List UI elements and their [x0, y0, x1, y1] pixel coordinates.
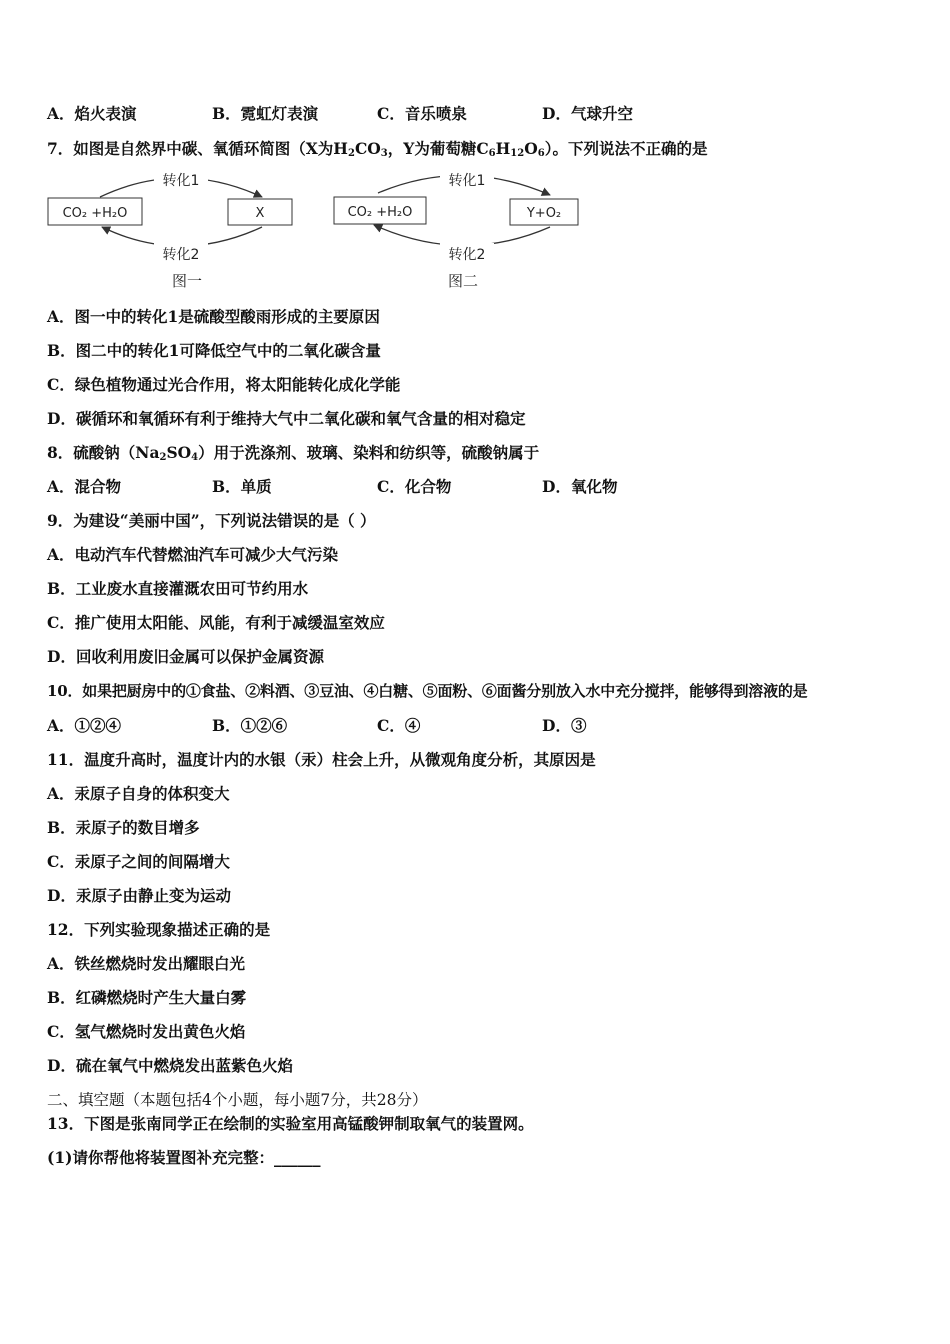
fig1-top-label: 转化1: [162, 173, 200, 189]
q11-option-c: C．汞原子之间的间隔增大: [47, 852, 230, 871]
q7-option-c: C．绿色植物通过光合作用，将太阳能转化成化学能: [47, 375, 401, 394]
section-2-title: 二、填空题（本题包括4个小题，每小题7分，共28分）: [47, 1091, 428, 1109]
fig1-left-box-label: CO₂ +H₂O: [62, 206, 128, 221]
q8-stem: 8．硫酸钠$(Na_2SO_4)$用于洗涤剂、玻璃、染料和纺织等，硫酸钠属于: [47, 443, 540, 463]
q9-option-d: D．回收利用废旧金属可以保护金属资源: [47, 647, 324, 666]
q8-option-a: A．混合物: [47, 477, 122, 496]
fig2-caption: 图二: [447, 272, 479, 290]
q7-option-d: D．碳循环和氧循环有利于维持大气中二氧化碳和氧气含量的相对稳定: [47, 409, 526, 428]
q6-option-a: A．焰火表演: [47, 104, 137, 123]
q6-option-d: D．气球升空: [542, 104, 633, 123]
q9-stem: 9．为建设“美丽中国”，下列说法错误的是（ ）: [47, 511, 376, 530]
q8-option-d: D．氧化物: [542, 477, 618, 496]
q6-option-b: B．霓虹灯表演: [212, 104, 319, 123]
fig1-right-box-label: X: [255, 206, 265, 221]
q6-option-c: C．音乐喷泉: [377, 104, 467, 123]
q10-option-c: C．④: [377, 716, 421, 735]
q12-option-d: D．硫在氧气中燃烧发出蓝紫色火焰: [47, 1056, 293, 1075]
q7-option-a: A．图一中的转化1是硫酸型酸雨形成的主要原因: [47, 307, 380, 326]
q11-option-b: B．汞原子的数目增多: [47, 818, 200, 837]
q7-stem: 7．如图是自然界中碳、氧循环简图（X为$H_2CO_3$，Y为葡萄糖$C_6H_{12}O_6$）。下列说法不正确的是: [47, 139, 708, 159]
fig1-bottom-label: 转化2: [162, 247, 200, 263]
q13-stem: 13．下图是张南同学正在绘制的实验室用高锰酸钾制取氧气的装置网。: [47, 1114, 534, 1133]
q10-stem: 10．如果把厨房中的①食盐、②料酒、③豆油、④白糖、⑤面粉、⑥面酱分别放入水中充分搅拌，能够得到溶液的是: [47, 682, 808, 700]
q8-option-c: C．化合物: [377, 477, 452, 496]
q11-stem: 11．温度升高时，温度计内的水银（汞）柱会上升，从微观角度分析，其原因是: [47, 750, 596, 769]
q12-option-a: A．铁丝燃烧时发出耀眼白光: [47, 954, 246, 973]
q9-option-b: B．工业废水直接灌溉农田可节约用水: [47, 579, 309, 598]
q13-subquestion-1: (1)请你帮他将装置图补充完整：______: [47, 1148, 321, 1167]
fig1-caption: 图一: [171, 272, 203, 290]
q10-option-d: D．③: [542, 716, 587, 735]
q8-option-b: B．单质: [212, 477, 272, 496]
fig2-top-label: 转化1: [448, 173, 486, 189]
fig2-right-box-label: Y+O₂: [526, 206, 562, 221]
q12-option-c: C．氢气燃烧时发出黄色火焰: [47, 1022, 246, 1041]
carbon-cycle-figure-2: [328, 165, 598, 295]
fig2-bottom-label: 转化2: [448, 247, 486, 263]
q7-option-b: B．图二中的转化1可降低空气中的二氧化碳含量: [47, 341, 381, 360]
q9-option-a: A．电动汽车代替燃油汽车可减少大气污染: [47, 545, 339, 564]
q11-option-d: D．汞原子由静止变为运动: [47, 886, 231, 905]
q10-option-b: B．①②⑥: [212, 716, 288, 735]
q11-option-a: A．汞原子自身的体积变大: [47, 784, 230, 803]
q10-option-a: A．①②④: [47, 716, 122, 735]
q9-option-c: C．推广使用太阳能、风能，有利于减缓温室效应: [47, 613, 385, 632]
fig2-arrow-bottom: [374, 225, 550, 246]
fig2-left-box-label: CO₂ +H₂O: [347, 205, 413, 220]
carbon-cycle-figure-1: [40, 165, 310, 295]
q12-stem: 12．下列实验现象描述正确的是: [47, 920, 271, 939]
q12-option-b: B．红磷燃烧时产生大量白雾: [47, 988, 247, 1007]
